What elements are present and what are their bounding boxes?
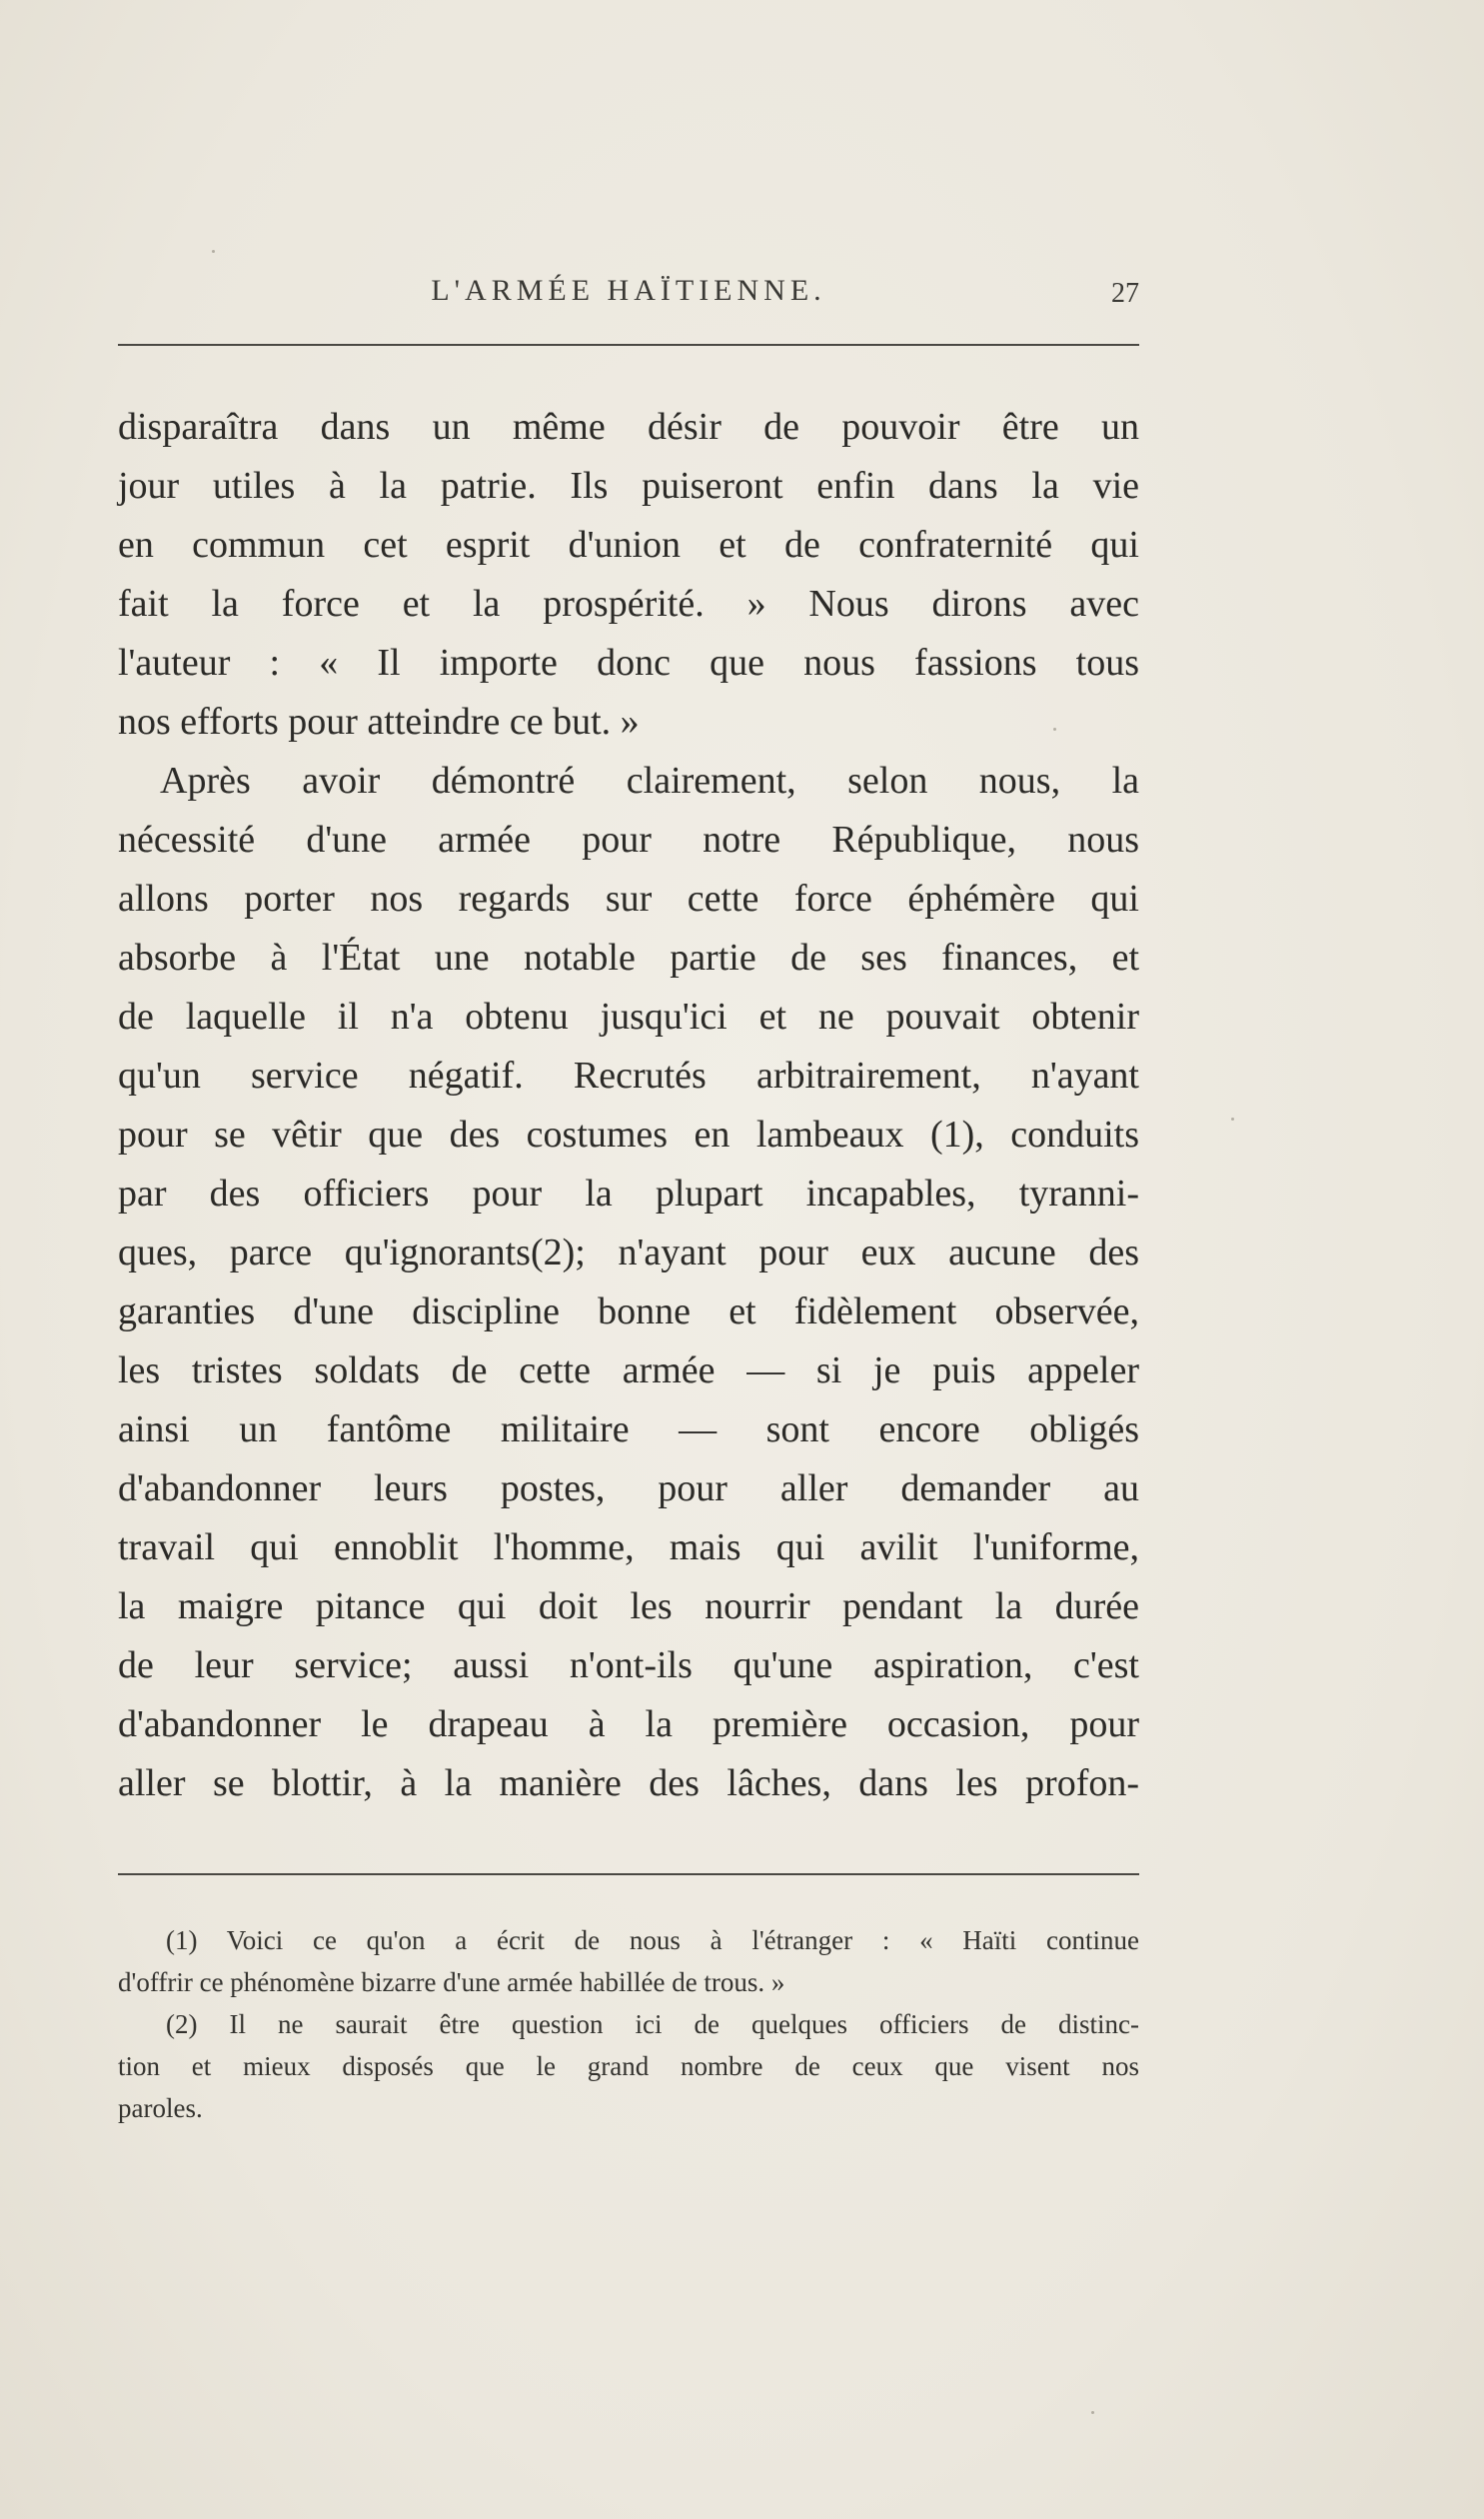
running-title: L'ARMÉE HAÏTIENNE. <box>431 274 826 307</box>
body-line: par des officiers pour la plupart incapables, tyranni- <box>118 1173 1139 1215</box>
body-line: la maigre pitance qui doit les nourrir pendant la durée <box>118 1585 1139 1627</box>
body-line: allons porter nos regards sur cette force éphémère qui <box>118 878 1139 920</box>
body-line: qu'un service négatif. Recrutés arbitrairement, n'ayant <box>118 1055 1139 1097</box>
body-line: absorbe à l'État une notable partie de ses finances, et <box>118 937 1139 979</box>
body-line: de laquelle il n'a obtenu jusqu'ici et ne pouvait obtenir <box>118 996 1139 1038</box>
page-number: 27 <box>1111 278 1139 309</box>
footnote-line: tion et mieux disposés que le grand nombre de ceux que visent nos <box>118 2051 1139 2081</box>
footnote-line: paroles. <box>118 2093 203 2123</box>
paper-speck <box>1231 1118 1234 1121</box>
paper-speck <box>212 250 215 253</box>
body-line: ainsi un fantôme militaire — sont encore obligés <box>118 1408 1139 1450</box>
header-rule <box>118 344 1139 346</box>
body-line: disparaîtra dans un même désir de pouvoir être un <box>118 406 1139 448</box>
body-line: jour utiles à la patrie. Ils puiseront enfin dans la vie <box>118 465 1139 507</box>
footnote-line: d'offrir ce phénomène bizarre d'une armée habillée de trous. » <box>118 1967 785 1997</box>
paper-speck <box>1091 2411 1094 2414</box>
body-line: fait la force et la prospérité. » Nous dirons avec <box>118 583 1139 625</box>
paper-speck <box>1053 728 1056 731</box>
body-line: nos efforts pour atteindre ce but. » <box>118 701 640 743</box>
body-line: garanties d'une discipline bonne et fidèlement observée, <box>118 1290 1139 1332</box>
running-head <box>118 274 1139 324</box>
body-line: de leur service; aussi n'ont-ils qu'une aspiration, c'est <box>118 1644 1139 1686</box>
body-line: les tristes soldats de cette armée — si je puis appeler <box>118 1349 1139 1391</box>
body-line: en commun cet esprit d'union et de confraternité qui <box>118 524 1139 566</box>
footnote-line: (1) Voici ce qu'on a écrit de nous à l'étranger : « Haïti continue <box>166 1925 1139 1955</box>
body-line: Après avoir démontré clairement, selon nous, la <box>160 760 1139 802</box>
footnotes <box>118 1919 1139 2129</box>
footnote-line: (2) Il ne saurait être question ici de quelques officiers de distinc- <box>166 2009 1139 2039</box>
body-line: pour se vêtir que des costumes en lambeaux (1), conduits <box>118 1114 1139 1156</box>
body-line: aller se blottir, à la manière des lâches, dans les profon- <box>118 1762 1139 1804</box>
footnote-rule <box>118 1873 1139 1875</box>
body-line: d'abandonner leurs postes, pour aller demander au <box>118 1467 1139 1509</box>
body-line: travail qui ennoblit l'homme, mais qui avilit l'uniforme, <box>118 1526 1139 1568</box>
body-text <box>118 398 1139 1813</box>
body-line: l'auteur : « Il importe donc que nous fassions tous <box>118 642 1139 684</box>
body-line: d'abandonner le drapeau à la première occasion, pour <box>118 1703 1139 1745</box>
body-line: ques, parce qu'ignorants(2); n'ayant pour eux aucune des <box>118 1232 1139 1273</box>
body-line: nécessité d'une armée pour notre République, nous <box>118 819 1139 861</box>
